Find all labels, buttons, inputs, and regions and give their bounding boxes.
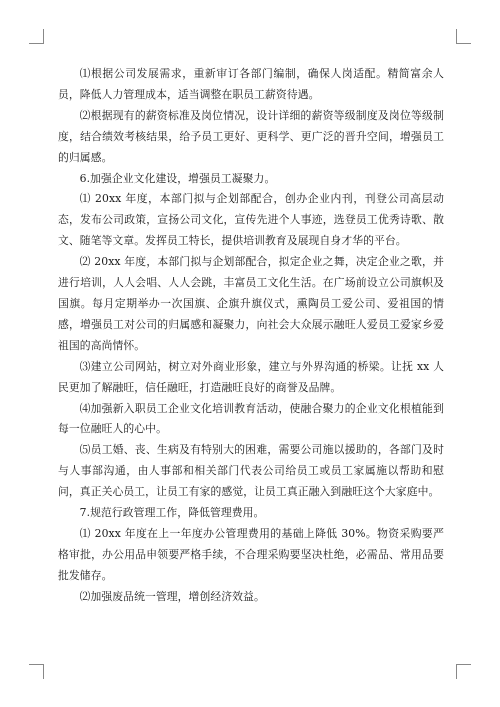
paragraph-salary-adjust: ⑴根据公司发展需求，重新审订各部门编制，确保人岗适配。精简富余人员，降低人力管理成本，适当调整在职员工薪资待遇。 — [58, 67, 444, 101]
paragraph-salary-levels: ⑵根据现有的薪资标准及岗位情况，设计详细的薪资等级制度及岗位等级制度，结合绩效考核结果，给予员工更好、更科学、更广泛的晋升空间，增强员工的归属感。 — [58, 108, 444, 164]
paragraph-culture-training: ⑷加强新入职员工企业文化培训教育活动，使融合聚力的企业文化根植能到每一位融旺人的心中。 — [58, 401, 444, 436]
crop-mark-top-right — [456, 29, 471, 44]
paragraph-company-website: ⑶建立公司网站，树立对外商业形象，建立与外界沟通的桥梁。让抚 xx 人民更加了解融旺，信任融旺，打造融旺良好的商誉及品牌。 — [58, 359, 444, 394]
section-heading-culture: 6.加强企业文化建设，增强员工凝聚力。 — [79, 171, 276, 185]
paragraph-cost-reduction: ⑴ 20xx 年度在上一年度办公管理费用的基础上降低 30%。物资采购要严格审批，办公用品申领要严格手续，不合理采购要坚决杜绝，必需品、常用品要批发储存。 — [58, 526, 444, 582]
crop-mark-bottom-right — [456, 664, 471, 679]
section-heading-admin: 7.规范行政管理工作，降低管理费用。 — [79, 506, 265, 520]
crop-mark-bottom-left — [29, 664, 44, 679]
paragraph-internal-journal: ⑴ 20xx 年度，本部门拟与企划部配合，创办企业内刊，刊登公司高层动态，发布公司政策，宣扬公司文化，宣传先进个人事迹，选登员工优秀诗歌、散文、随笔等文章。发挥员工特长，提供培训教育及展现自身才华的平台。 — [58, 192, 444, 248]
paragraph-employee-care: ⑸员工婚、丧、生病及有特别大的困难，需要公司施以援助的，各部门及时与人事部沟通，由人事部和相关部门代表公司给员工或员工家属施以帮助和慰问，真正关心员工，让员工有家的感觉，让员工真正融入到融旺这个大家庭中。 — [58, 443, 444, 499]
paragraph-waste-management: ⑵加强废品统一管理，增创经济效益。 — [79, 589, 265, 603]
paragraph-company-song-dance: ⑵ 20xx 年度，本部门拟与企划部配合，拟定企业之舞，决定企业之歌，并进行培训，人人会唱、人人会跳，丰富员工文化生活。在广场前设立公司旗帜及国旗。每月定期举办一次国旗、企旗升旗仪式，熏陶员工爱公司、爱祖国的情感，增强员工对公司的归属感和凝聚力，向社会大众展示融旺人爱员工爱家乡爱祖国的高尚情怀。 — [58, 255, 444, 352]
crop-mark-top-left — [29, 29, 44, 44]
document-body — [58, 64, 444, 608]
